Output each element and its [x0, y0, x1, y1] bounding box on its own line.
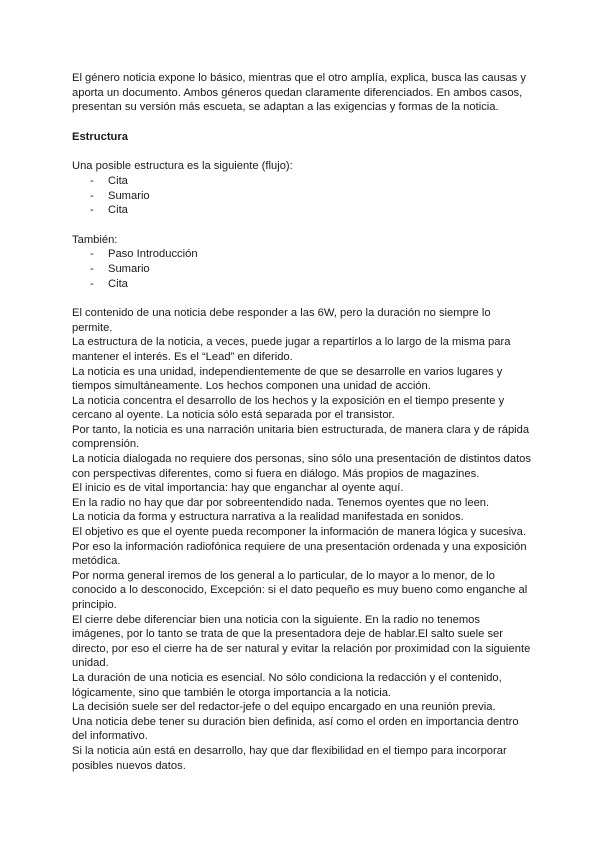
body-paragraph: Por eso la información radiofónica requiere de una presentación ordenada y una exposición metódica.	[72, 540, 527, 568]
list-item-text: Sumario	[108, 189, 150, 202]
body-paragraph: La noticia concentra el desarrollo de los hechos y la exposición en el tiempo presente y cercano al oyente. La noticia sólo está separada por el transistor.	[72, 394, 505, 422]
body-paragraph: El cierre debe diferenciar bien una noticia con la siguiente. En la radio no tenemos imágenes, por lo tanto se trata de que la presentadora deje de hablar.El salto suele ser directo, por eso el cierre ha de ser natural y evitar la relación por proximidad con la siguiente unidad.	[72, 613, 531, 670]
structure-list	[72, 174, 534, 218]
body-paragraph: El objetivo es que el oyente pueda recomponer la información de manera lógica y sucesiva.	[72, 526, 526, 539]
list-item-text: Cita	[108, 277, 128, 290]
body-paragraph: El inicio es de vital importancia: hay que enganchar al oyente aquí.	[72, 482, 404, 495]
alternative-list	[72, 247, 534, 291]
list-item-text: Sumario	[108, 262, 150, 275]
body-paragraph: La decisión suele ser del redactor-jefe o del equipo encargado en una reunión previa.	[72, 701, 496, 714]
bullet-dash: -	[90, 277, 94, 290]
list-item	[72, 262, 534, 277]
list-item	[72, 189, 534, 204]
bullet-dash: -	[90, 262, 94, 275]
body-paragraph: La estructura de la noticia, a veces, puede jugar a repartirlos a lo largo de la misma para mantener el interés. Es el “Lead” en diferido.	[72, 336, 511, 363]
body-paragraph: Por tanto, la noticia es una narración unitaria bien estructurada, de manera clara y de rápida comprensión.	[72, 423, 530, 451]
body-paragraph: Si la noticia aún está en desarrollo, hay que dar flexibilidad en el tiempo para incorporar posibles nuevos datos.	[72, 744, 507, 772]
document-body	[72, 71, 534, 773]
list-item-text: Cita	[108, 174, 128, 187]
bullet-dash: -	[90, 204, 94, 217]
list-item-text: Paso Introducción	[108, 248, 198, 261]
bullet-dash: -	[90, 174, 94, 187]
body-paragraph: Por norma general iremos de los general a lo particular, de lo mayor a lo menor, de lo conocido a lo desconocido, Excepción: si el dato pequeño es muy bueno como enganche al principio.	[72, 569, 528, 611]
structure-list-block	[72, 159, 534, 217]
body-paragraph: El contenido de una noticia debe responder a las 6W, pero la duración no siempre lo permite.	[72, 307, 491, 334]
body-paragraph: Una noticia debe tener su duración bien definida, así como el orden en importancia dentro del informativo.	[72, 715, 519, 743]
list-item-text: Cita	[108, 204, 128, 217]
body-paragraph: La noticia dialogada no requiere dos personas, sino sólo una presentación de distintos datos con perspectivas diferentes, como si fuera en diálogo. Más propios de magazines.	[72, 453, 531, 480]
list-item	[72, 277, 534, 292]
alternative-list-block	[72, 233, 534, 291]
list-lead-text: También:	[72, 233, 118, 246]
list-item	[72, 203, 534, 218]
list-item	[72, 247, 534, 262]
body-paragraph: La noticia da forma y estructura narrativa a la realidad manifestada en sonidos.	[72, 511, 464, 524]
body-paragraph: La duración de una noticia es esencial. No sólo condiciona la redacción y el contenido, lógicamente, sino que también le otorga importancia a la noticia.	[72, 671, 502, 699]
section-heading: Estructura	[72, 130, 128, 143]
body-paragraph: En la radio no hay que dar por sobreentendido nada. Tenemos oyentes que no leen.	[72, 496, 490, 509]
bullet-dash: -	[90, 189, 94, 202]
list-lead-text: Una posible estructura es la siguiente (flujo):	[72, 160, 293, 173]
intro-paragraph: El género noticia expone lo básico, mientras que el otro amplía, explica, busca las causas y aporta un documento. Ambos géneros quedan claramente diferenciados. En ambos casos, presentan su versión más escueta, se adaptan a las exigencias y formas de la noticia.	[72, 72, 526, 114]
list-item	[72, 174, 534, 189]
bullet-dash: -	[90, 248, 94, 261]
body-paragraph: La noticia es una unidad, independientemente de que se desarrolle en varios lugares y tiempos simultáneamente. Los hechos componen una unidad de acción.	[72, 365, 503, 393]
